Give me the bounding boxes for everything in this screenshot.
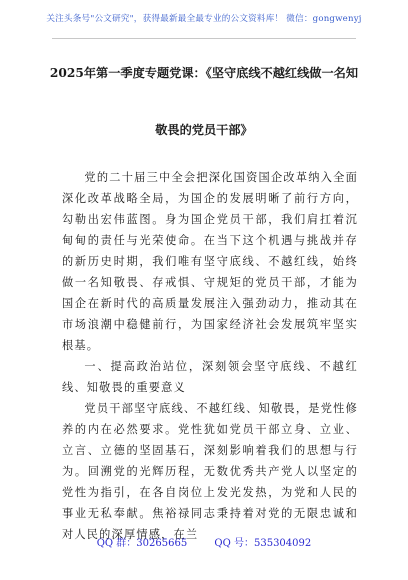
footer-qq-number: QQ 号：535304092 [214, 538, 312, 549]
body-section-heading-1: 一、提高政治站位，深刻领会坚守底线、不越红线、知敬畏的重要意义 [62, 360, 358, 394]
footer-qq-group: QQ 群：30265665 [96, 538, 188, 549]
document-body [62, 167, 358, 545]
document-title-line-1: 2025年第一季度专题党课：《坚守底线不越红线做一名知 [49, 66, 359, 80]
footer-contact [0, 534, 408, 549]
header-note: 关注头条号"公文研究"，获得最新最全最专业的公文资料库！ 微信：gongwenyj [46, 14, 362, 24]
body-paragraph-section-1: 党员干部坚守底线、不越红线、知敬畏，是党性修养的内在必然要求。党性犹如党员干部立身、立业、立言、立德的坚固基石，深刻影响着我们的思想与行为。回溯党的光辉历程，无数优秀共产党人以坚定的党性为指引，在各自岗位上发光发热，为党和人民的事业无私奉献。焦裕禄同志秉持着对党的无限忠诚和对人民的深厚情感，在兰 [62, 402, 358, 541]
document-title-line-2: 敬畏的党员干部》 [155, 123, 253, 137]
body-paragraph-intro: 党的二十届三中全会把深化国资国企改革纳入全面深化改革战略全局，为国企的发展明晰了前行方向，勾勒出宏伟蓝图。身为国企党员干部，我们肩扛着沉甸甸的责任与光荣使命。在当下这个机遇与挑战并存的新历史时期，我们唯有坚守底线、不越红线，始终做一名知敬畏、存戒惧、守规矩的党员干部，才能为国企在新时代的高质量发展注入强劲动力，推动其在市场浪潮中稳健前行，为国家经济社会发展筑牢坚实根基。 [62, 171, 358, 352]
header-divider [52, 38, 356, 39]
